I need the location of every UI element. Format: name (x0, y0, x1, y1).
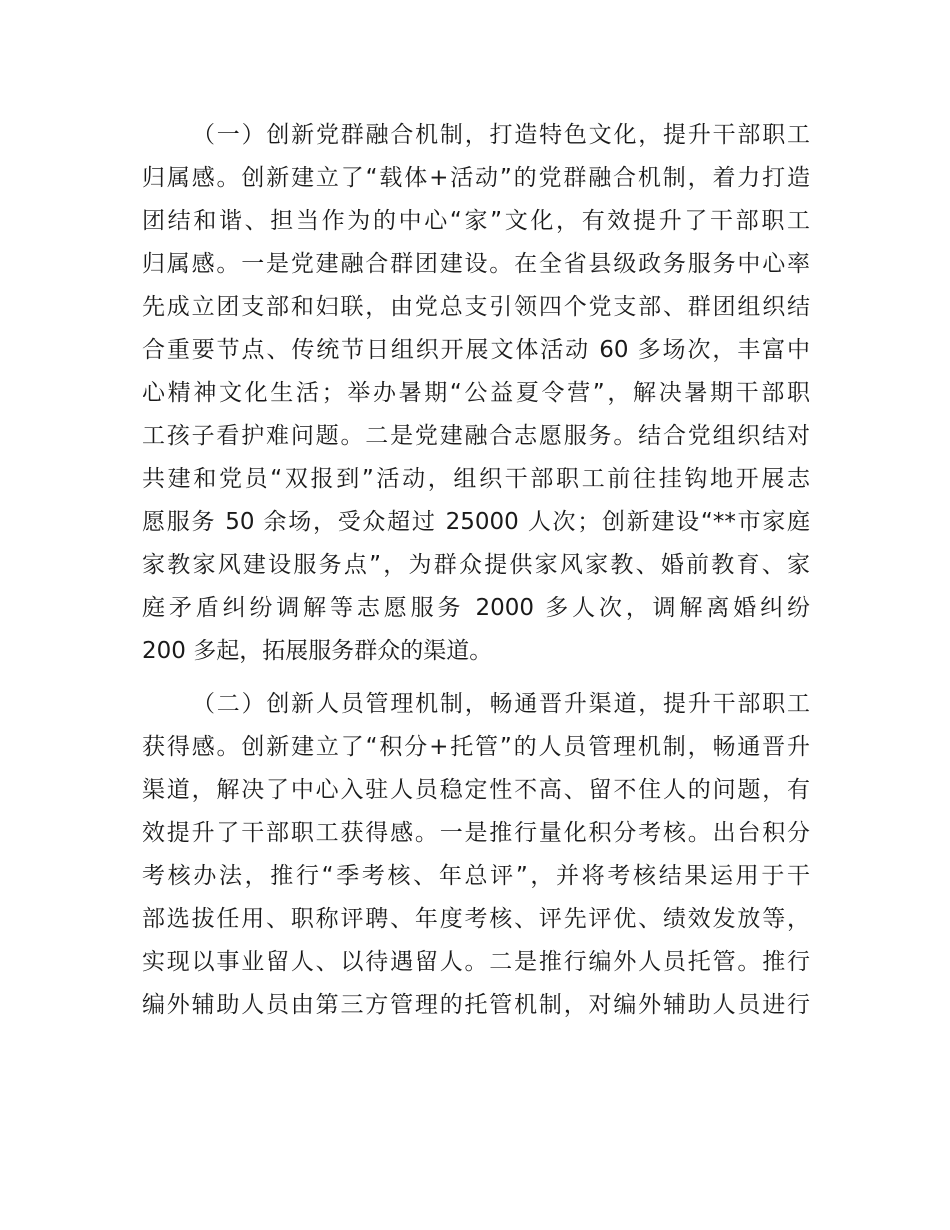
text-line: 先成立团支部和妇联，由党总支引领四个党支部、群团组织结 (142, 294, 810, 320)
paragraph-1 (142, 114, 810, 673)
document-page (142, 114, 810, 1027)
text-line: 部选拔任用、职称评聘、年度考核、评先评优、绩效发放等， (142, 906, 810, 932)
text-line: 工孩子看护难问题。二是党建融合志愿服务。结合党组织结对 (142, 423, 810, 449)
text-line: 共建和党员“双报到”活动，组织干部职工前往挂钩地开展志 (142, 466, 810, 492)
text-line: 归属感。一是党建融合群团建设。在全省县级政务服务中心率 (142, 251, 810, 277)
text-line: 获得感。创新建立了“积分+托管”的人员管理机制，畅通晋升 (142, 734, 810, 760)
text-line: 合重要节点、传统节日组织开展文体活动 60 多场次，丰富中 (142, 337, 810, 363)
text-line: 效提升了干部职工获得感。一是推行量化积分考核。出台积分 (142, 820, 810, 846)
text-line: （一）创新党群融合机制，打造特色文化，提升干部职工 (192, 122, 810, 148)
text-line: 愿服务 50 余场，受众超过 25000 人次；创新建设“**市家庭 (142, 509, 810, 535)
text-line: 考核办法，推行“季考核、年总评”，并将考核结果运用于干 (142, 863, 810, 889)
text-line: 归属感。创新建立了“载体+活动”的党群融合机制，着力打造 (142, 165, 810, 191)
text-line: 200 多起，拓展服务群众的渠道。 (142, 638, 493, 664)
text-line: 实现以事业留人、以待遇留人。二是推行编外人员托管。推行 (142, 949, 810, 975)
text-line: 家教家风建设服务点”，为群众提供家风家教、婚前教育、家 (142, 552, 810, 578)
text-line: 编外辅助人员由第三方管理的托管机制，对编外辅助人员进行 (142, 992, 810, 1018)
text-line: 心精神文化生活；举办暑期“公益夏令营”，解决暑期干部职 (142, 380, 810, 406)
text-line: 庭矛盾纠纷调解等志愿服务 2000 多人次，调解离婚纠纷 (142, 595, 810, 621)
paragraph-2 (142, 683, 810, 1027)
text-line: 渠道，解决了中心入驻人员稳定性不高、留不住人的问题，有 (142, 777, 810, 803)
text-line: （二）创新人员管理机制，畅通晋升渠道，提升干部职工 (192, 691, 810, 717)
text-line: 团结和谐、担当作为的中心“家”文化，有效提升了干部职工 (142, 208, 810, 234)
